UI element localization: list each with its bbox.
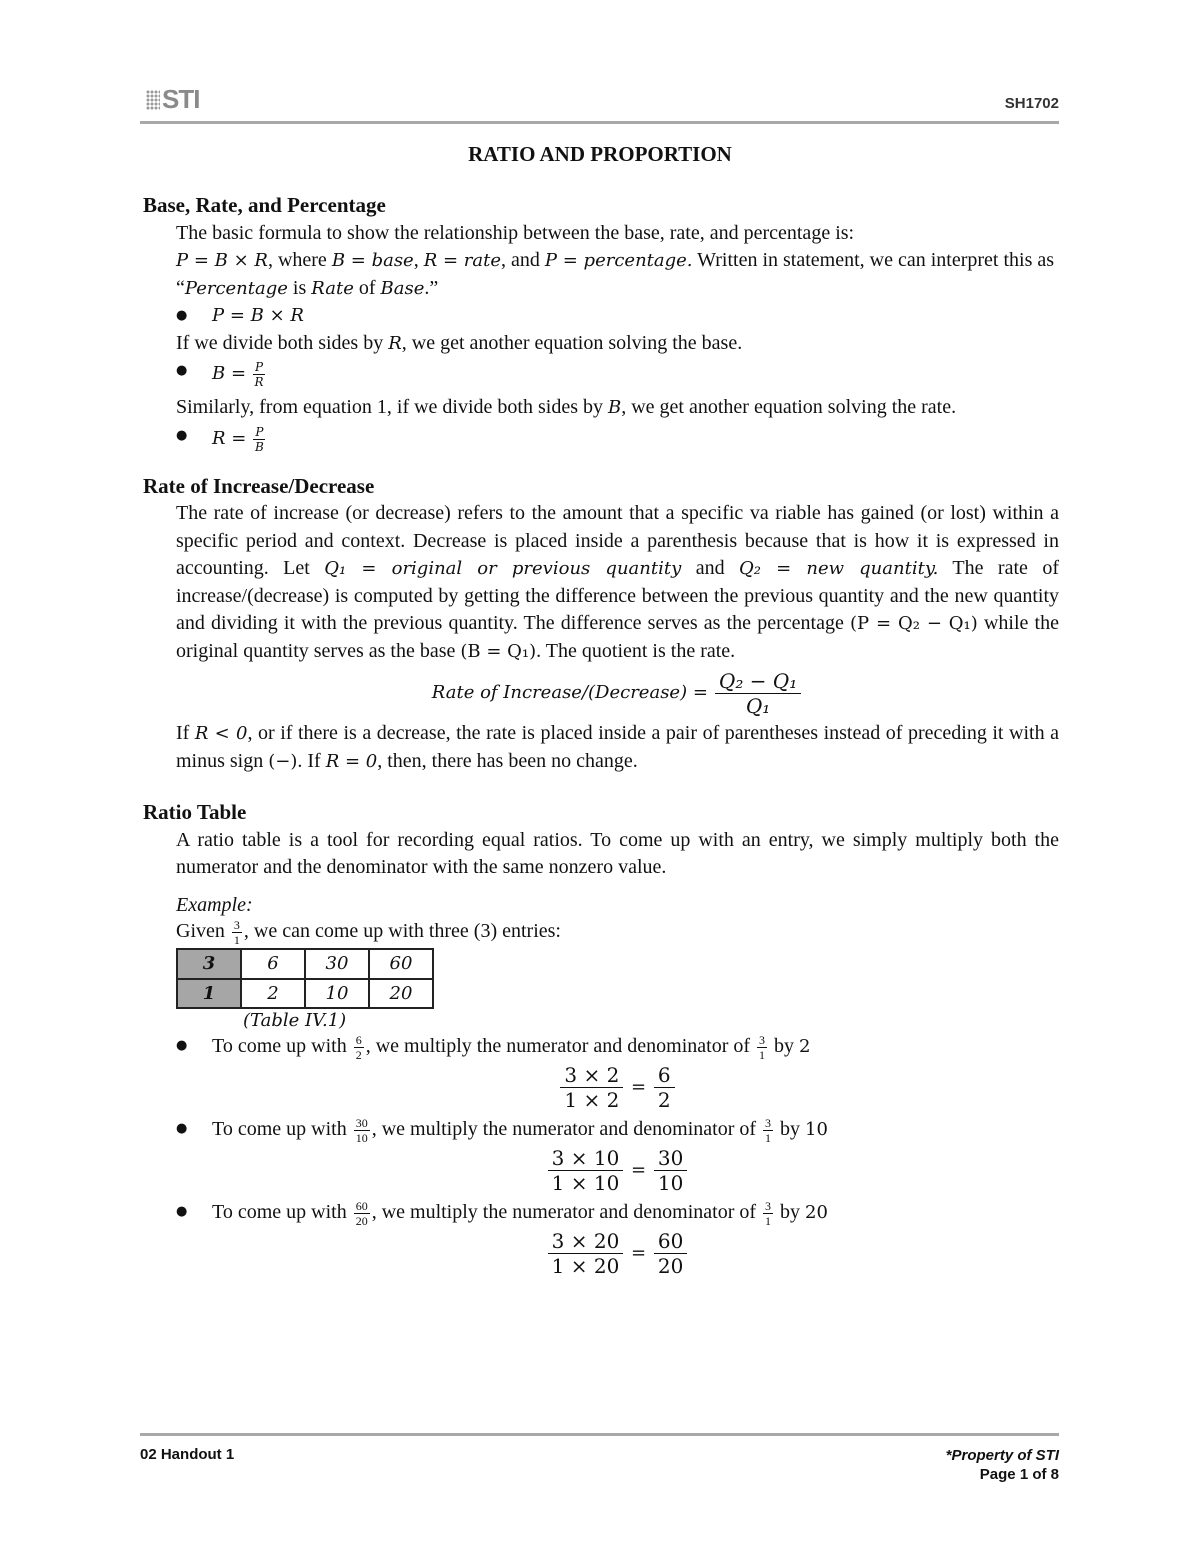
denominator: 2 xyxy=(657,1087,671,1112)
text-where: , where xyxy=(267,249,332,271)
ratio-equation xyxy=(176,1063,1059,1112)
numerator: 60 xyxy=(355,1198,368,1213)
numerator: Q₂ − Q₁ xyxy=(715,669,801,694)
denominator: Q₁ xyxy=(745,694,771,718)
table-caption: (Table IV.1) xyxy=(243,1010,347,1031)
ratio-equation xyxy=(176,1229,1059,1278)
formula-b-lhs: B = xyxy=(212,363,247,385)
text-divide-post: , we get another equation solving the base. xyxy=(401,331,743,354)
fraction-3-over-1 xyxy=(232,919,242,946)
bullet-formula-b xyxy=(176,361,1059,388)
numerator: 60 xyxy=(654,1229,687,1254)
text-note3: . If xyxy=(297,749,326,772)
formula-p: P = B × R xyxy=(212,305,304,326)
equals-sign: = xyxy=(631,1076,647,1098)
denominator: R xyxy=(254,375,264,389)
base-fraction xyxy=(763,1117,773,1144)
fraction-p-over-r xyxy=(253,361,265,388)
numerator: P xyxy=(255,424,264,439)
denominator: 1 xyxy=(233,933,240,947)
numerator: 30 xyxy=(654,1146,687,1171)
ratio-items xyxy=(176,1033,1059,1278)
ratio-equation xyxy=(176,1146,1059,1195)
text-p1: The rate of increase (or decrease) refers to the amount that a specific va riable has gained (or lost) within a specific period and context. Decrease is placed inside a parenthesis because that is how it is expressed in accounting. Let xyxy=(176,502,1059,579)
section-heading-rate-increase: Rate of Increase/Decrease xyxy=(143,473,375,498)
text-by: by xyxy=(769,1035,800,1057)
numerator: 3 xyxy=(233,918,240,932)
text-pre: To come up with xyxy=(212,1035,352,1057)
ratio-table-paragraph: A ratio table is a tool for recording equal ratios. To come up with an entry, we simply multiply both the numerator and the denominator with the same nonzero value. xyxy=(176,828,1059,878)
rate-increase-paragraph xyxy=(176,500,1059,665)
base-fraction xyxy=(757,1034,767,1061)
cond-less-zero: R < 0 xyxy=(194,723,248,744)
denominator: 1 × 20 xyxy=(551,1253,620,1278)
def-p: (P = Q₂ − Q₁) xyxy=(849,613,978,634)
rate-formula xyxy=(176,669,1059,718)
table-cell: 6 xyxy=(241,949,305,979)
ratio-item xyxy=(176,1116,1059,1144)
denominator: 1 × 2 xyxy=(564,1087,620,1112)
section-heading-ratio-table: Ratio Table xyxy=(143,800,247,824)
example-label: Example: xyxy=(176,893,253,916)
ratio-item xyxy=(176,1033,1059,1061)
def-percentage: P = percentage. xyxy=(544,250,693,271)
denominator: 20 xyxy=(657,1253,684,1278)
numerator: 30 xyxy=(355,1115,368,1130)
page-title: RATIO AND PROPORTION xyxy=(468,142,732,166)
text-pre: To come up with xyxy=(212,1200,352,1223)
text-by: by xyxy=(775,1117,806,1140)
denominator: 1 xyxy=(765,1213,772,1228)
intro-text: The basic formula to show the relationship between the base, rate, and percentage is: xyxy=(176,221,855,244)
text-given-pre: Given xyxy=(176,920,230,943)
numerator: 6 xyxy=(355,1032,362,1047)
text-written: Written in statement, we can interpret this as “ xyxy=(176,249,1055,299)
factor: 10 xyxy=(805,1118,828,1140)
numerator: 3 × 10 xyxy=(548,1146,624,1171)
text-of: of xyxy=(353,276,381,299)
rhs-fraction xyxy=(654,1063,675,1112)
logo-dots-icon xyxy=(146,90,160,110)
def-b: (B = Q₁) xyxy=(460,640,537,662)
text-pre: To come up with xyxy=(212,1117,352,1140)
table-row xyxy=(177,979,433,1009)
text-p2: The rate of increase/(decrease) is computed by getting the difference between the previous quantity and the new quantity and dividing it with the previous quantity. The difference serves as the percentage xyxy=(176,557,1059,634)
var-r: R xyxy=(388,332,402,354)
def-q1: Q₁ = original or previous quantity xyxy=(324,558,682,579)
bullet-formula-r xyxy=(176,426,1059,453)
text-and: and xyxy=(681,557,739,579)
word-base: Base xyxy=(380,277,425,299)
text-similarly-pre: Similarly, from equation 1, if we divide both sides by xyxy=(176,396,608,418)
text-note2: , or if there is a decrease, the rate is placed inside a pair of parentheses instead of preceding it with a minus sign xyxy=(176,722,1059,772)
target-fraction xyxy=(354,1117,370,1144)
denominator: 10 xyxy=(657,1170,684,1195)
main-formula: P = B × R xyxy=(176,250,268,271)
logo-text: STI xyxy=(162,84,200,114)
target-fraction xyxy=(354,1034,364,1061)
denominator: 10 xyxy=(355,1130,368,1145)
footer-rule xyxy=(140,1433,1059,1436)
denominator: 2 xyxy=(355,1047,362,1062)
lhs-fraction xyxy=(548,1229,624,1278)
header-rule xyxy=(140,121,1059,124)
numerator: 3 xyxy=(765,1115,772,1130)
cond-equal-zero: R = 0 xyxy=(325,750,378,772)
minus-sign: (−) xyxy=(268,750,298,772)
table-cell: 1 xyxy=(177,979,241,1009)
text-and: , and xyxy=(501,249,545,271)
intro-paragraph xyxy=(176,220,1059,303)
section-rate-increase xyxy=(176,500,1059,775)
text-by: by xyxy=(775,1200,806,1223)
word-rate: Rate xyxy=(311,277,354,299)
section-base-rate xyxy=(176,220,1059,453)
text-note4: , then, there has been no change. xyxy=(377,749,638,772)
def-base: B = base xyxy=(331,250,414,271)
section-heading-base-rate: Base, Rate, and Percentage xyxy=(143,193,386,217)
bullet-formula-p xyxy=(176,302,1059,330)
rate-note-paragraph xyxy=(176,720,1059,775)
def-q2: Q₂ = new quantity. xyxy=(739,558,939,579)
rhs-fraction xyxy=(654,1146,687,1195)
text-p4: . The quotient is the rate. xyxy=(536,639,736,662)
var-b: B xyxy=(607,397,622,418)
text-divide-pre: If we divide both sides by xyxy=(176,331,389,354)
document-body xyxy=(143,192,1059,1282)
text-comma: , xyxy=(413,249,424,271)
fraction-q-diff xyxy=(715,669,801,718)
denominator: 1 xyxy=(759,1047,766,1062)
section-ratio-table xyxy=(176,827,1059,947)
table-cell: 60 xyxy=(369,949,433,979)
word-percentage: Percentage xyxy=(184,277,288,299)
factor: 2 xyxy=(799,1036,811,1057)
table-cell: 10 xyxy=(305,979,369,1009)
lhs-fraction xyxy=(560,1063,623,1112)
text-given-post: , we can come up with three (3) entries: xyxy=(243,920,561,943)
text-is: is xyxy=(287,276,312,299)
rhs-fraction xyxy=(654,1229,687,1278)
numerator: 3 × 20 xyxy=(548,1229,624,1254)
denominator: 1 × 10 xyxy=(551,1170,620,1195)
denominator: 1 xyxy=(765,1130,772,1145)
numerator: 6 xyxy=(654,1063,675,1088)
sti-logo xyxy=(146,84,199,115)
table-cell: 20 xyxy=(369,979,433,1009)
base-fraction xyxy=(763,1200,773,1227)
divide-by-r-text xyxy=(176,330,1059,358)
given-line xyxy=(176,919,1059,946)
ratio-item xyxy=(176,1199,1059,1227)
formula-r-lhs: R = xyxy=(212,427,247,449)
denominator: B xyxy=(254,439,264,454)
ratio-table xyxy=(176,948,434,1009)
footer-handout: 02 Handout 1 xyxy=(140,1446,235,1463)
similarly-paragraph xyxy=(176,394,1059,422)
lhs-fraction xyxy=(548,1146,624,1195)
numerator: 3 × 2 xyxy=(560,1063,623,1088)
table-cell: 3 xyxy=(177,949,241,979)
table-row xyxy=(177,949,433,979)
fraction-p-over-b xyxy=(253,426,265,453)
text-end-quote: .” xyxy=(424,276,439,299)
numerator: 3 xyxy=(759,1032,766,1047)
denominator: 20 xyxy=(355,1213,368,1228)
equals-sign: = xyxy=(631,1242,647,1264)
table-cell: 30 xyxy=(305,949,369,979)
target-fraction xyxy=(354,1200,370,1227)
document-code: SH1702 xyxy=(1004,95,1059,112)
def-rate: R = rate xyxy=(423,250,502,271)
text-note1: If xyxy=(176,722,195,744)
numerator: P xyxy=(255,360,264,374)
footer-right xyxy=(946,1446,1059,1484)
footer-property: *Property of STI xyxy=(945,1447,1059,1464)
footer-page-number: Page 1 of 8 xyxy=(979,1466,1059,1483)
text-p3: while the original quantity serves as the base xyxy=(176,612,1059,662)
text-mid: , we multiply the numerator and denominator of xyxy=(371,1200,762,1223)
equals-sign: = xyxy=(631,1159,647,1181)
table-cell: 2 xyxy=(241,979,305,1009)
formula-lhs: Rate of Increase/(Decrease) = xyxy=(431,682,708,704)
text-mid: , we multiply the numerator and denominator of xyxy=(365,1035,756,1057)
text-similarly-post: , we get another equation solving the rate. xyxy=(621,396,957,418)
text-mid: , we multiply the numerator and denominator of xyxy=(371,1117,762,1140)
numerator: 3 xyxy=(765,1198,772,1213)
factor: 20 xyxy=(805,1201,828,1223)
